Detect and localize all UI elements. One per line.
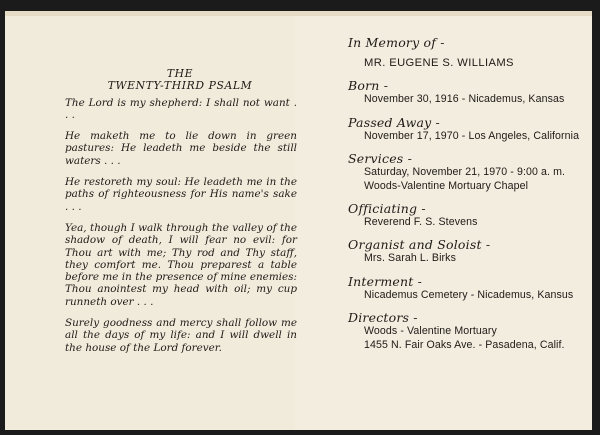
- officiating-heading: Officiating -: [348, 201, 426, 217]
- psalm-verse-5: Surely goodness and mercy shall follow me all the days of my life: and I will dwell in the house of the Lord forever.: [65, 317, 297, 354]
- deceased-name: MR. EUGENE S. WILLIAMS: [364, 57, 514, 69]
- passed-heading: Passed Away -: [348, 114, 440, 130]
- services-heading: Services -: [348, 151, 413, 167]
- psalm-panel: [65, 68, 297, 354]
- interment-heading: Interment -: [348, 273, 423, 289]
- memory-heading: In Memory of -: [348, 35, 445, 50]
- psalm-title-line1: THE: [166, 67, 194, 80]
- services-line2: Woods-Valentine Mortuary Chapel: [364, 179, 529, 192]
- directors-heading: Directors -: [348, 310, 418, 326]
- officiating-value: Reverend F. S. Stevens: [364, 216, 478, 229]
- directors-line1: Woods - Valentine Mortuary: [364, 325, 497, 338]
- born-heading: Born -: [348, 78, 389, 94]
- psalm-verse-1: The Lord is my shepherd: I shall not want . . .: [65, 96, 297, 121]
- interment-section: [348, 275, 598, 302]
- memory-section: [348, 36, 598, 70]
- program-card: [5, 11, 592, 430]
- psalm-verse-4: Yea, though I walk through the valley of the shadow of death, I will fear no evil: for Thou art with me; Thy rod and Thy staff, they comfort me. Thou preparest a table before me in the presence of mine enemies: Thou anointest my head with oil; my cup runneth over . . .: [65, 221, 297, 308]
- services-section: [348, 152, 598, 193]
- services-line1: Saturday, November 21, 1970 - 9:00 a. m.: [364, 166, 566, 179]
- passed-section: [348, 116, 598, 143]
- directors-line2: 1455 N. Fair Oaks Ave. - Pasadena, Calif.: [364, 338, 565, 351]
- organist-section: [348, 238, 598, 265]
- born-section: [348, 79, 598, 106]
- psalm-title-line2: TWENTY-THIRD PSALM: [107, 79, 253, 93]
- psalm-verse-3: He restoreth my soul: He leadeth me in the paths of righteousness for His name's sake . . .: [65, 176, 297, 213]
- officiating-section: [348, 202, 598, 229]
- organist-value: Mrs. Sarah L. Birks: [364, 252, 456, 265]
- interment-value: Nicademus Cemetery - Nicademus, Kansus: [364, 288, 574, 301]
- organist-heading: Organist and Soloist -: [348, 237, 491, 253]
- card-top-edge: [5, 11, 592, 16]
- passed-value: November 17, 1970 - Los Angeles, California: [364, 129, 580, 142]
- memorial-panel: [348, 36, 598, 361]
- born-value: November 30, 1916 - Nicademus, Kansas: [364, 93, 565, 106]
- psalm-verse-2: He maketh me to lie down in green pastures: He leadeth me beside the still waters . . .: [65, 130, 297, 167]
- directors-section: [348, 311, 598, 352]
- psalm-title: [63, 68, 297, 93]
